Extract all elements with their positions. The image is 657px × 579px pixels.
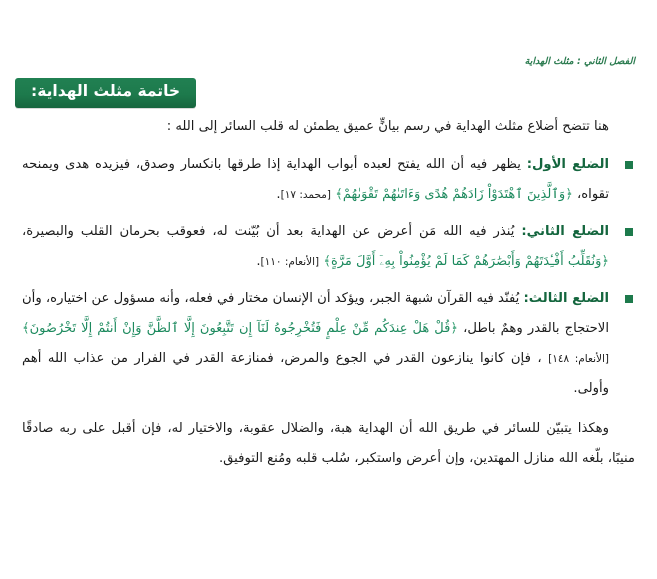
bullet-third-side-lead: الضلع الثالث:	[523, 291, 609, 306]
verse-reference-first: [محمد: ١٧]	[280, 189, 331, 201]
bullet-third-side-tail: ، فإن كانوا ينازعون القدر في الجوع والمرض، فمنازعة القدر في الفرار من عذاب الله أهم وأولى.	[22, 351, 609, 396]
verse-close-ornament-icon: ﴾	[323, 254, 331, 269]
verse-open-ornament-icon: ﴿	[601, 254, 609, 269]
intro-paragraph: هنا تتضح أضلاع مثلث الهداية في رسم بيانٍّ عميق يطمئن له قلب السائر إلى الله :	[166, 119, 609, 134]
verse-reference-second: [الأنعام: ١١٠]	[260, 256, 320, 268]
bullet-item-first-side	[22, 150, 635, 210]
bullet-second-side-text	[22, 217, 609, 277]
bullet-first-side-lead: الضلع الأول:	[526, 157, 610, 172]
title-banner-container	[15, 78, 635, 108]
bullet-third-side-body: يُفنّد فيه القرآن شبهة الجبر، ويؤكد أن الإنسان مختار في فعله، وأنه مسؤول عن اختياره، وأن الاحتجاج بالقدر وهمٌ باطل،	[22, 291, 609, 336]
bullet-second-side-lead: الضلع الثاني:	[521, 224, 609, 239]
bullet-first-side-body: يظهر فيه أن الله يفتح لعبده أبواب الهداية إذا طرقها بانكسار وصدق، فيزيده هدى ويمنحه تقواه،	[22, 157, 609, 202]
square-bullet-icon	[625, 228, 633, 236]
quran-verse-second: وَنُقَلِّبُ أَفْـِٔدَتَهُمْ وَأَبْصَٰرَهُمْ كَمَا لَمْ يُؤْمِنُواْ بِهِۦٓ أَوَّلَ مَرَّةٍ	[330, 254, 602, 269]
bullet-item-third-side	[22, 284, 635, 404]
bullet-second-side-tail: .	[256, 254, 261, 269]
bullet-first-side-tail: .	[276, 187, 281, 202]
bullet-first-side-text	[22, 150, 609, 210]
bullet-second-side-body: يُنذر فيه الله مَن أعرض عن الهداية بعد أن بُيّنت له، فعوقب بحرمان القلب والبصيرة،	[22, 224, 522, 239]
square-bullet-icon	[625, 161, 633, 169]
verse-open-ornament-icon: ﴿	[450, 321, 458, 336]
quran-verse-third: قُلْ هَلْ عِندَكُم مِّنْ عِلْمٍ فَتُخْرِجُوهُ لَنَآ إِن تَتَّبِعُونَ إِلَّا ٱلظَّنَّ وَإِنْ أَنتُمْ إِلَّا تَخْرُصُونَ	[29, 321, 451, 336]
running-head: الفصل الثاني : مثلث الهداية	[524, 56, 635, 67]
document-body	[22, 112, 635, 476]
verse-open-ornament-icon: ﴿	[565, 187, 573, 202]
quran-verse-first: وَٱلَّذِينَ ٱهْتَدَوْاْ زَادَهُمْ هُدًى وَءَاتَىٰهُمْ تَقْوَىٰهُمْ	[342, 187, 566, 202]
closing-section	[22, 414, 635, 474]
verse-reference-third: [الأنعام: ١٤٨]	[548, 353, 609, 365]
bullet-third-side-text	[22, 284, 609, 404]
closing-paragraph: وهكذا يتبيّن للسائر في طريق الله أن الهداية هبة، والضلال عقوبة، والاختيار له، فإن أقبل على ربه صادقًا منيبًا، بلّغه الله منازل المهتدين، وإن أعرض واستكبر، سُلب قلبه ومُنع التوفيق.	[22, 421, 635, 466]
bullet-item-second-side	[22, 217, 635, 277]
verse-close-ornament-icon: ﴾	[335, 187, 343, 202]
verse-close-ornament-icon: ﴾	[22, 321, 30, 336]
section-title-banner: خاتمة مثلث الهداية:	[15, 78, 196, 108]
square-bullet-icon	[625, 295, 633, 303]
